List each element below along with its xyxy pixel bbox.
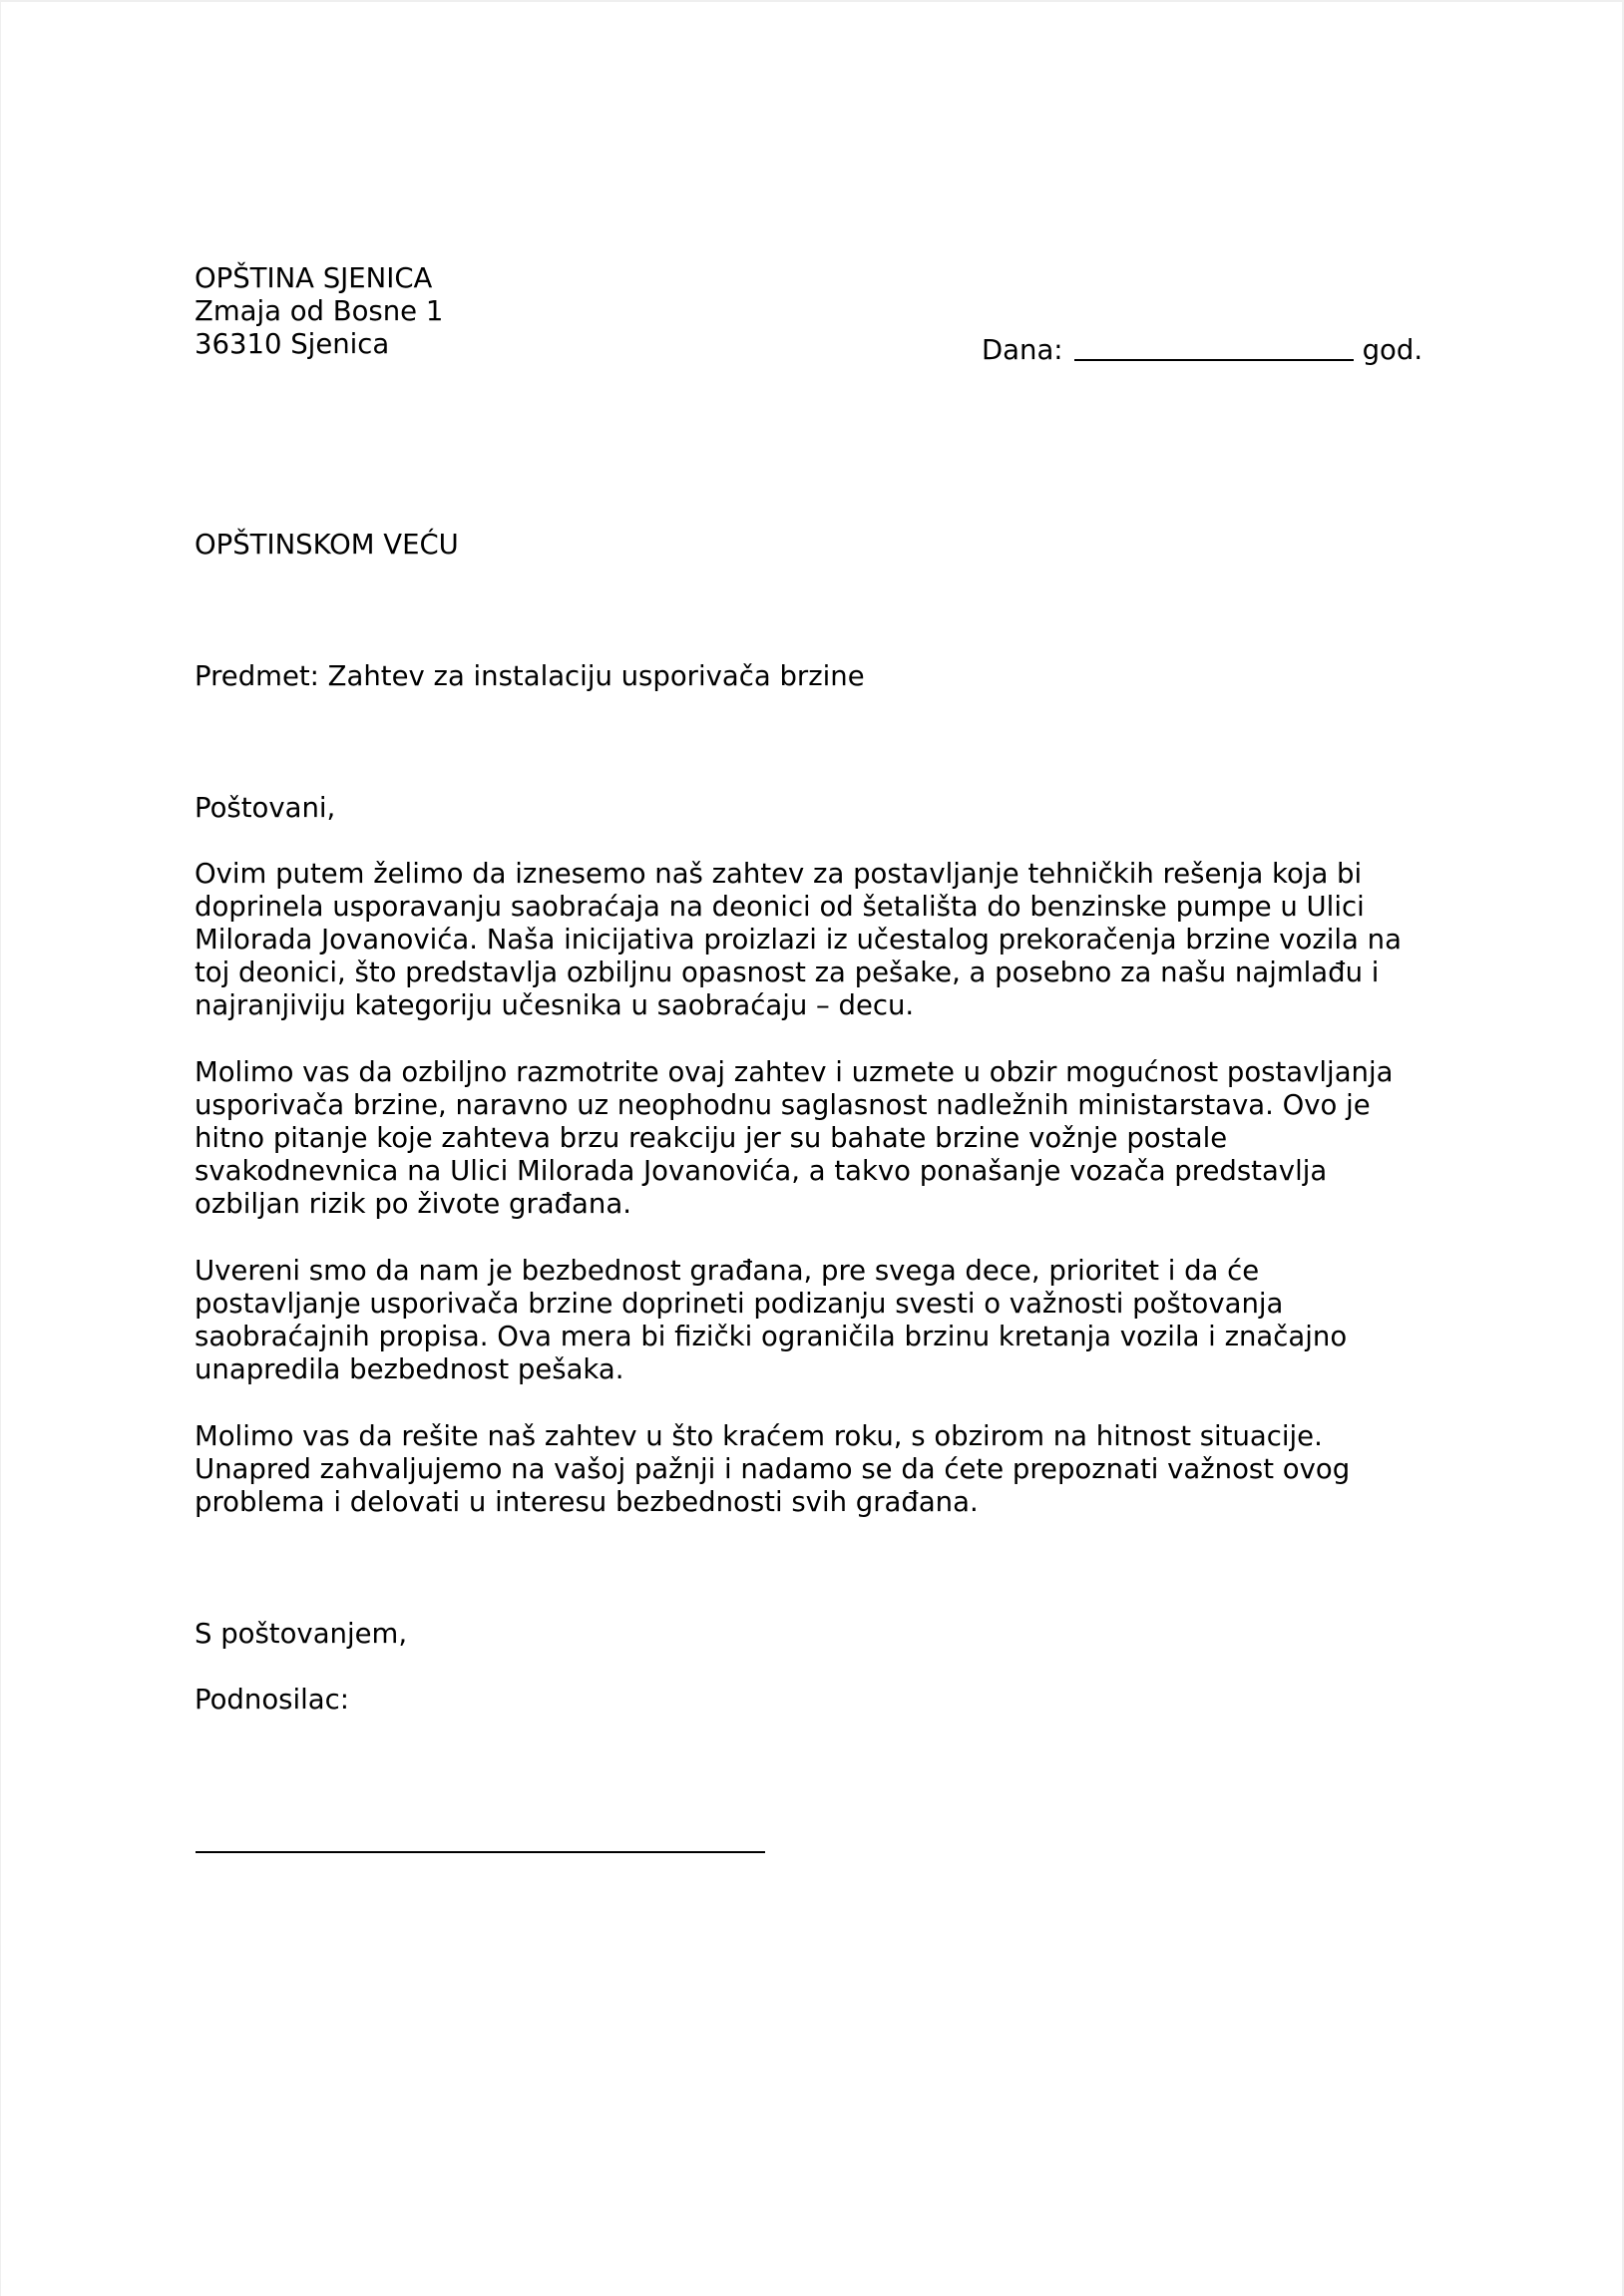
sender-address	[195, 262, 443, 361]
paragraph-line: Molimo vas da ozbiljno razmotrite ovaj zahtev i uzmete u obzir mogućnost postavljanja	[195, 1056, 1394, 1088]
body-paragraph	[195, 1056, 1393, 1221]
body-paragraph	[195, 1420, 1350, 1519]
date-field	[982, 331, 1422, 367]
paragraph-line: Ovim putem želimo da iznesemo naš zahtev za postavljanje tehničkih rešenja koja bi	[195, 858, 1363, 890]
paragraph-line: Milorada Jovanovića. Naša inicijativa proizlazi iz učestalog prekoračenja brzine vozila na	[195, 924, 1402, 956]
paragraph-line: najranjiviju kategoriju učesnika u saobraćaju – decu.	[195, 989, 915, 1021]
recipient: OPŠTINSKOM VEĆU	[195, 529, 459, 561]
signer-label: Podnosilac:	[195, 1684, 349, 1716]
body-paragraph	[195, 1255, 1347, 1386]
date-suffix: god.	[1362, 334, 1423, 366]
closing: S poštovanjem,	[195, 1618, 408, 1650]
paragraph-line: Molimo vas da rešite naš zahtev u što kraćem roku, s obzirom na hitnost situacije.	[195, 1420, 1323, 1452]
paragraph-line: ozbiljan rizik po živote građana.	[195, 1188, 631, 1220]
subject-line: Predmet: Zahtev za instalaciju usporivača brzine	[195, 660, 865, 692]
paragraph-line: svakodnevnica na Ulici Milorada Jovanovića, a takvo ponašanje vozača predstavlja	[195, 1155, 1328, 1187]
paragraph-line: Unapred zahvaljujemo na vašoj pažnji i nadamo se da ćete prepoznati važnost ovog	[195, 1453, 1351, 1485]
date-label: Dana:	[982, 334, 1063, 366]
sender-name: OPŠTINA SJENICA	[195, 262, 433, 294]
paragraph-line: Uvereni smo da nam je bezbednost građana, pre svega dece, prioritet i da će	[195, 1255, 1260, 1287]
sender-street: Zmaja od Bosne 1	[195, 295, 444, 327]
paragraph-line: toj deonici, što predstavlja ozbiljnu opasnost za pešake, a posebno za našu najmlađu i	[195, 957, 1380, 988]
body-paragraph	[195, 858, 1402, 1022]
paragraph-line: problema i delovati u interesu bezbednosti svih građana.	[195, 1486, 979, 1518]
paragraph-line: usporivača brzine, naravno uz neophodnu saglasnost nadležnih ministarstava. Ovo je	[195, 1089, 1371, 1121]
salutation: Poštovani,	[195, 792, 336, 824]
paragraph-line: unapredila bezbednost pešaka.	[195, 1353, 624, 1385]
signature-blank-line[interactable]	[196, 1851, 765, 1853]
date-blank-input[interactable]	[1074, 333, 1354, 361]
paragraph-line: postavljanje usporivača brzine doprineti podizanju svesti o važnosti poštovanja	[195, 1288, 1284, 1320]
paragraph-line: doprinela usporavanju saobraćaja na deonici od šetališta do benzinske pumpe u Ulici	[195, 891, 1365, 923]
sender-city: 36310 Sjenica	[195, 328, 390, 360]
paragraph-line: hitno pitanje koje zahteva brzu reakciju jer su bahate brzine vožnje postale	[195, 1122, 1228, 1154]
paragraph-line: saobraćajnih propisa. Ova mera bi fizički ograničila brzinu kretanja vozila i značajno	[195, 1321, 1348, 1352]
document-page	[1, 2, 1622, 2296]
